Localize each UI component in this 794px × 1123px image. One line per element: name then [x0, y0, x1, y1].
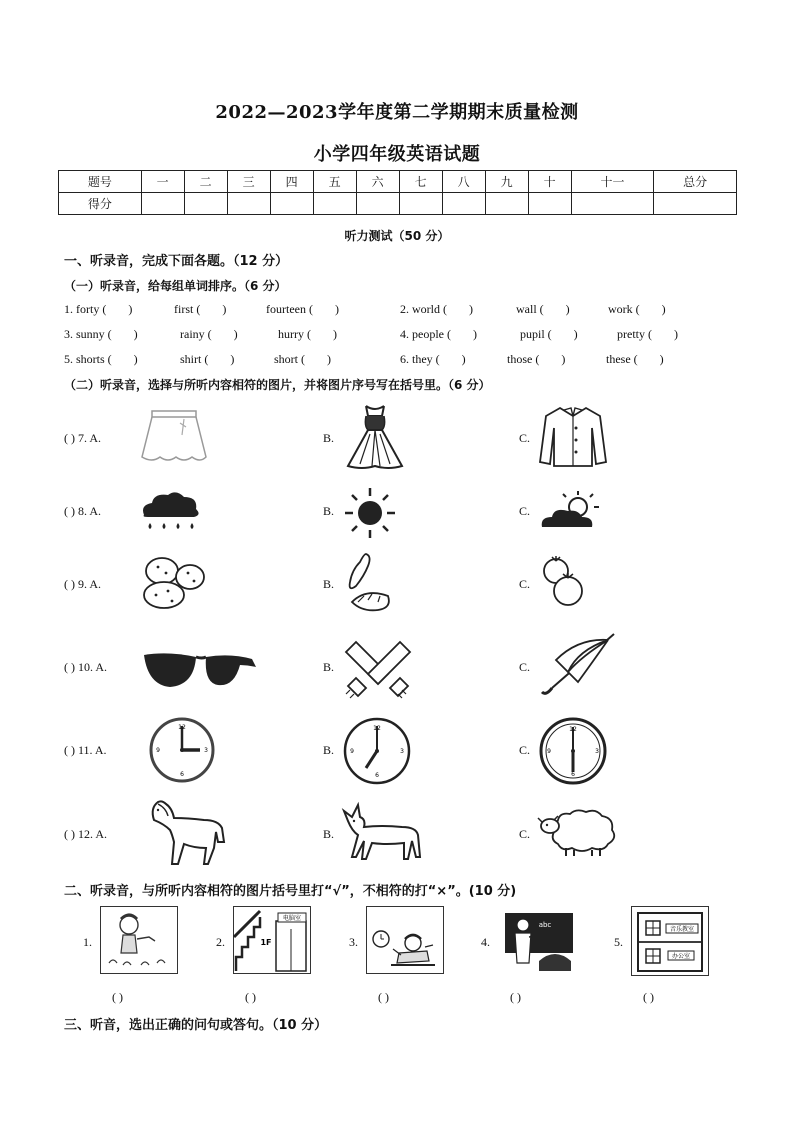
part2-item-number: 3.: [349, 935, 358, 949]
answer-paren[interactable]: ( ): [112, 990, 123, 1004]
tomatoes-icon[interactable]: [538, 553, 590, 609]
room-sign: 电脑室: [282, 915, 302, 922]
question-12[interactable]: ( ) 12. A.: [64, 827, 107, 841]
score-cell: 总分: [654, 171, 737, 193]
option-c-label: C.: [519, 660, 531, 674]
option-b-label: B.: [323, 577, 335, 591]
clock-icon[interactable]: [342, 716, 412, 786]
word-item[interactable]: short ( ): [274, 352, 331, 366]
score-header-row: [59, 171, 737, 193]
svg-text:12: 12: [178, 724, 186, 731]
computer-room-stairs-icon[interactable]: [233, 906, 311, 974]
exam-title: 2022—2023学年度第二学期期末质量检测: [215, 102, 579, 123]
word-item[interactable]: first ( ): [174, 302, 227, 316]
svg-text:3: 3: [400, 748, 404, 755]
svg-text:3: 3: [595, 748, 599, 755]
score-cell: 二: [184, 171, 227, 193]
part2-item-number: 5.: [614, 935, 623, 949]
answer-paren[interactable]: ( ): [378, 990, 389, 1004]
score-input[interactable]: [571, 193, 654, 215]
score-input[interactable]: [270, 193, 313, 215]
score-input[interactable]: [442, 193, 485, 215]
word-item[interactable]: wall ( ): [516, 302, 570, 316]
horse-icon[interactable]: [144, 798, 228, 868]
score-cell: 题号: [59, 171, 142, 193]
rain-cloud-icon[interactable]: [138, 491, 202, 533]
clock-icon[interactable]: [148, 716, 216, 784]
school-building-icon[interactable]: [631, 906, 709, 976]
question-8[interactable]: ( ) 8. A.: [64, 504, 101, 518]
svg-text:12: 12: [569, 726, 577, 733]
option-b-label: B.: [323, 660, 335, 674]
listening-heading: 听力测试（50 分）: [344, 229, 450, 243]
word-item[interactable]: 5. shorts ( ): [64, 352, 138, 366]
question-10[interactable]: ( ) 10. A.: [64, 660, 107, 674]
score-input[interactable]: [227, 193, 270, 215]
question-9[interactable]: ( ) 9. A.: [64, 577, 101, 591]
word-item[interactable]: fourteen ( ): [266, 302, 339, 316]
teacher-blackboard-icon[interactable]: [498, 906, 576, 974]
room-sign: 办公室: [671, 953, 691, 960]
score-cell: 六: [356, 171, 399, 193]
skirt-icon[interactable]: [138, 405, 210, 467]
score-cell: 三: [227, 171, 270, 193]
word-item[interactable]: 4. people ( ): [400, 327, 477, 341]
sunglasses-icon[interactable]: [140, 645, 258, 693]
svg-text:9: 9: [547, 748, 551, 755]
score-input[interactable]: [141, 193, 184, 215]
part2-item-number: 4.: [481, 935, 490, 949]
score-table: [58, 170, 737, 215]
girl-watering-flowers-icon[interactable]: [100, 906, 178, 974]
word-item[interactable]: pretty ( ): [617, 327, 678, 341]
svg-text:12: 12: [373, 725, 381, 732]
part3-heading: 三、听音，选出正确的问句或答句。（10 分）: [64, 1018, 328, 1033]
option-b-label: B.: [323, 827, 335, 841]
word-item[interactable]: those ( ): [507, 352, 566, 366]
scarf-icon[interactable]: [342, 634, 414, 700]
score-input[interactable]: [313, 193, 356, 215]
score-cell: 十: [528, 171, 571, 193]
word-item[interactable]: work ( ): [608, 302, 666, 316]
answer-paren[interactable]: ( ): [643, 990, 654, 1004]
sweet-potato-icon[interactable]: [342, 552, 398, 616]
score-input[interactable]: [654, 193, 737, 215]
part1-heading: 一、听录音，完成下面各题。（12 分）: [64, 254, 289, 269]
clock-icon[interactable]: [538, 716, 608, 786]
floor-label: 1F: [260, 938, 272, 947]
word-item[interactable]: 1. forty ( ): [64, 302, 133, 316]
part2-item-number: 2.: [216, 935, 225, 949]
score-input[interactable]: [528, 193, 571, 215]
word-item[interactable]: shirt ( ): [180, 352, 235, 366]
option-c-label: C.: [519, 743, 531, 757]
svg-text:6: 6: [571, 771, 575, 778]
svg-text:6: 6: [180, 771, 184, 778]
umbrella-icon[interactable]: [538, 630, 618, 702]
answer-paren[interactable]: ( ): [510, 990, 521, 1004]
cloudy-icon[interactable]: [538, 489, 604, 533]
svg-text:9: 9: [156, 747, 160, 754]
exam-subtitle: 小学四年级英语试题: [313, 144, 481, 165]
part1-sub2: （二）听录音，选择与所听内容相符的图片，并将图片序号写在括号里。（6 分）: [64, 378, 491, 392]
score-cell: 五: [313, 171, 356, 193]
score-cell: 十一: [571, 171, 654, 193]
word-item[interactable]: these ( ): [606, 352, 664, 366]
part2-heading: 二、听录音，与所听内容相符的图片括号里打“√”，不相符的打“×”。(10 分): [64, 884, 517, 899]
word-item[interactable]: pupil ( ): [520, 327, 578, 341]
score-input[interactable]: [485, 193, 528, 215]
part1-sub1: （一）听录音，给每组单词排序。（6 分）: [64, 279, 287, 293]
part2-item-number: 1.: [83, 935, 92, 949]
dress-icon[interactable]: [342, 402, 408, 472]
question-7[interactable]: ( ) 7. A.: [64, 431, 101, 445]
option-c-label: C.: [519, 827, 531, 841]
option-b-label: B.: [323, 743, 335, 757]
word-item[interactable]: hurry ( ): [278, 327, 337, 341]
score-cell: 八: [442, 171, 485, 193]
word-item[interactable]: rainy ( ): [180, 327, 238, 341]
option-c-label: C.: [519, 577, 531, 591]
word-item[interactable]: 6. they ( ): [400, 352, 466, 366]
score-cell: 一: [141, 171, 184, 193]
score-cell: 七: [399, 171, 442, 193]
shirt-icon[interactable]: [538, 404, 608, 468]
sheep-icon[interactable]: [538, 808, 618, 858]
sun-icon[interactable]: [342, 486, 398, 540]
svg-text:9: 9: [350, 748, 354, 755]
score-cell: 得分: [59, 193, 142, 215]
svg-text:6: 6: [375, 772, 379, 779]
svg-text:3: 3: [204, 747, 208, 754]
option-c-label: C.: [519, 431, 531, 445]
boy-clock-desk-icon[interactable]: [366, 906, 444, 974]
room-sign: 音乐教室: [669, 926, 695, 933]
score-cell: 四: [270, 171, 313, 193]
potatoes-icon[interactable]: [138, 551, 210, 613]
option-b-label: B.: [323, 431, 335, 445]
score-input[interactable]: [184, 193, 227, 215]
score-value-row: [59, 193, 737, 215]
question-11[interactable]: ( ) 11. A.: [64, 743, 107, 757]
option-c-label: C.: [519, 504, 531, 518]
score-cell: 九: [485, 171, 528, 193]
option-b-label: B.: [323, 504, 335, 518]
blackboard-text: abc: [538, 921, 552, 929]
word-item[interactable]: 3. sunny ( ): [64, 327, 138, 341]
score-input[interactable]: [399, 193, 442, 215]
score-input[interactable]: [356, 193, 399, 215]
word-item[interactable]: 2. world ( ): [400, 302, 473, 316]
answer-paren[interactable]: ( ): [245, 990, 256, 1004]
goat-icon[interactable]: [342, 803, 422, 863]
